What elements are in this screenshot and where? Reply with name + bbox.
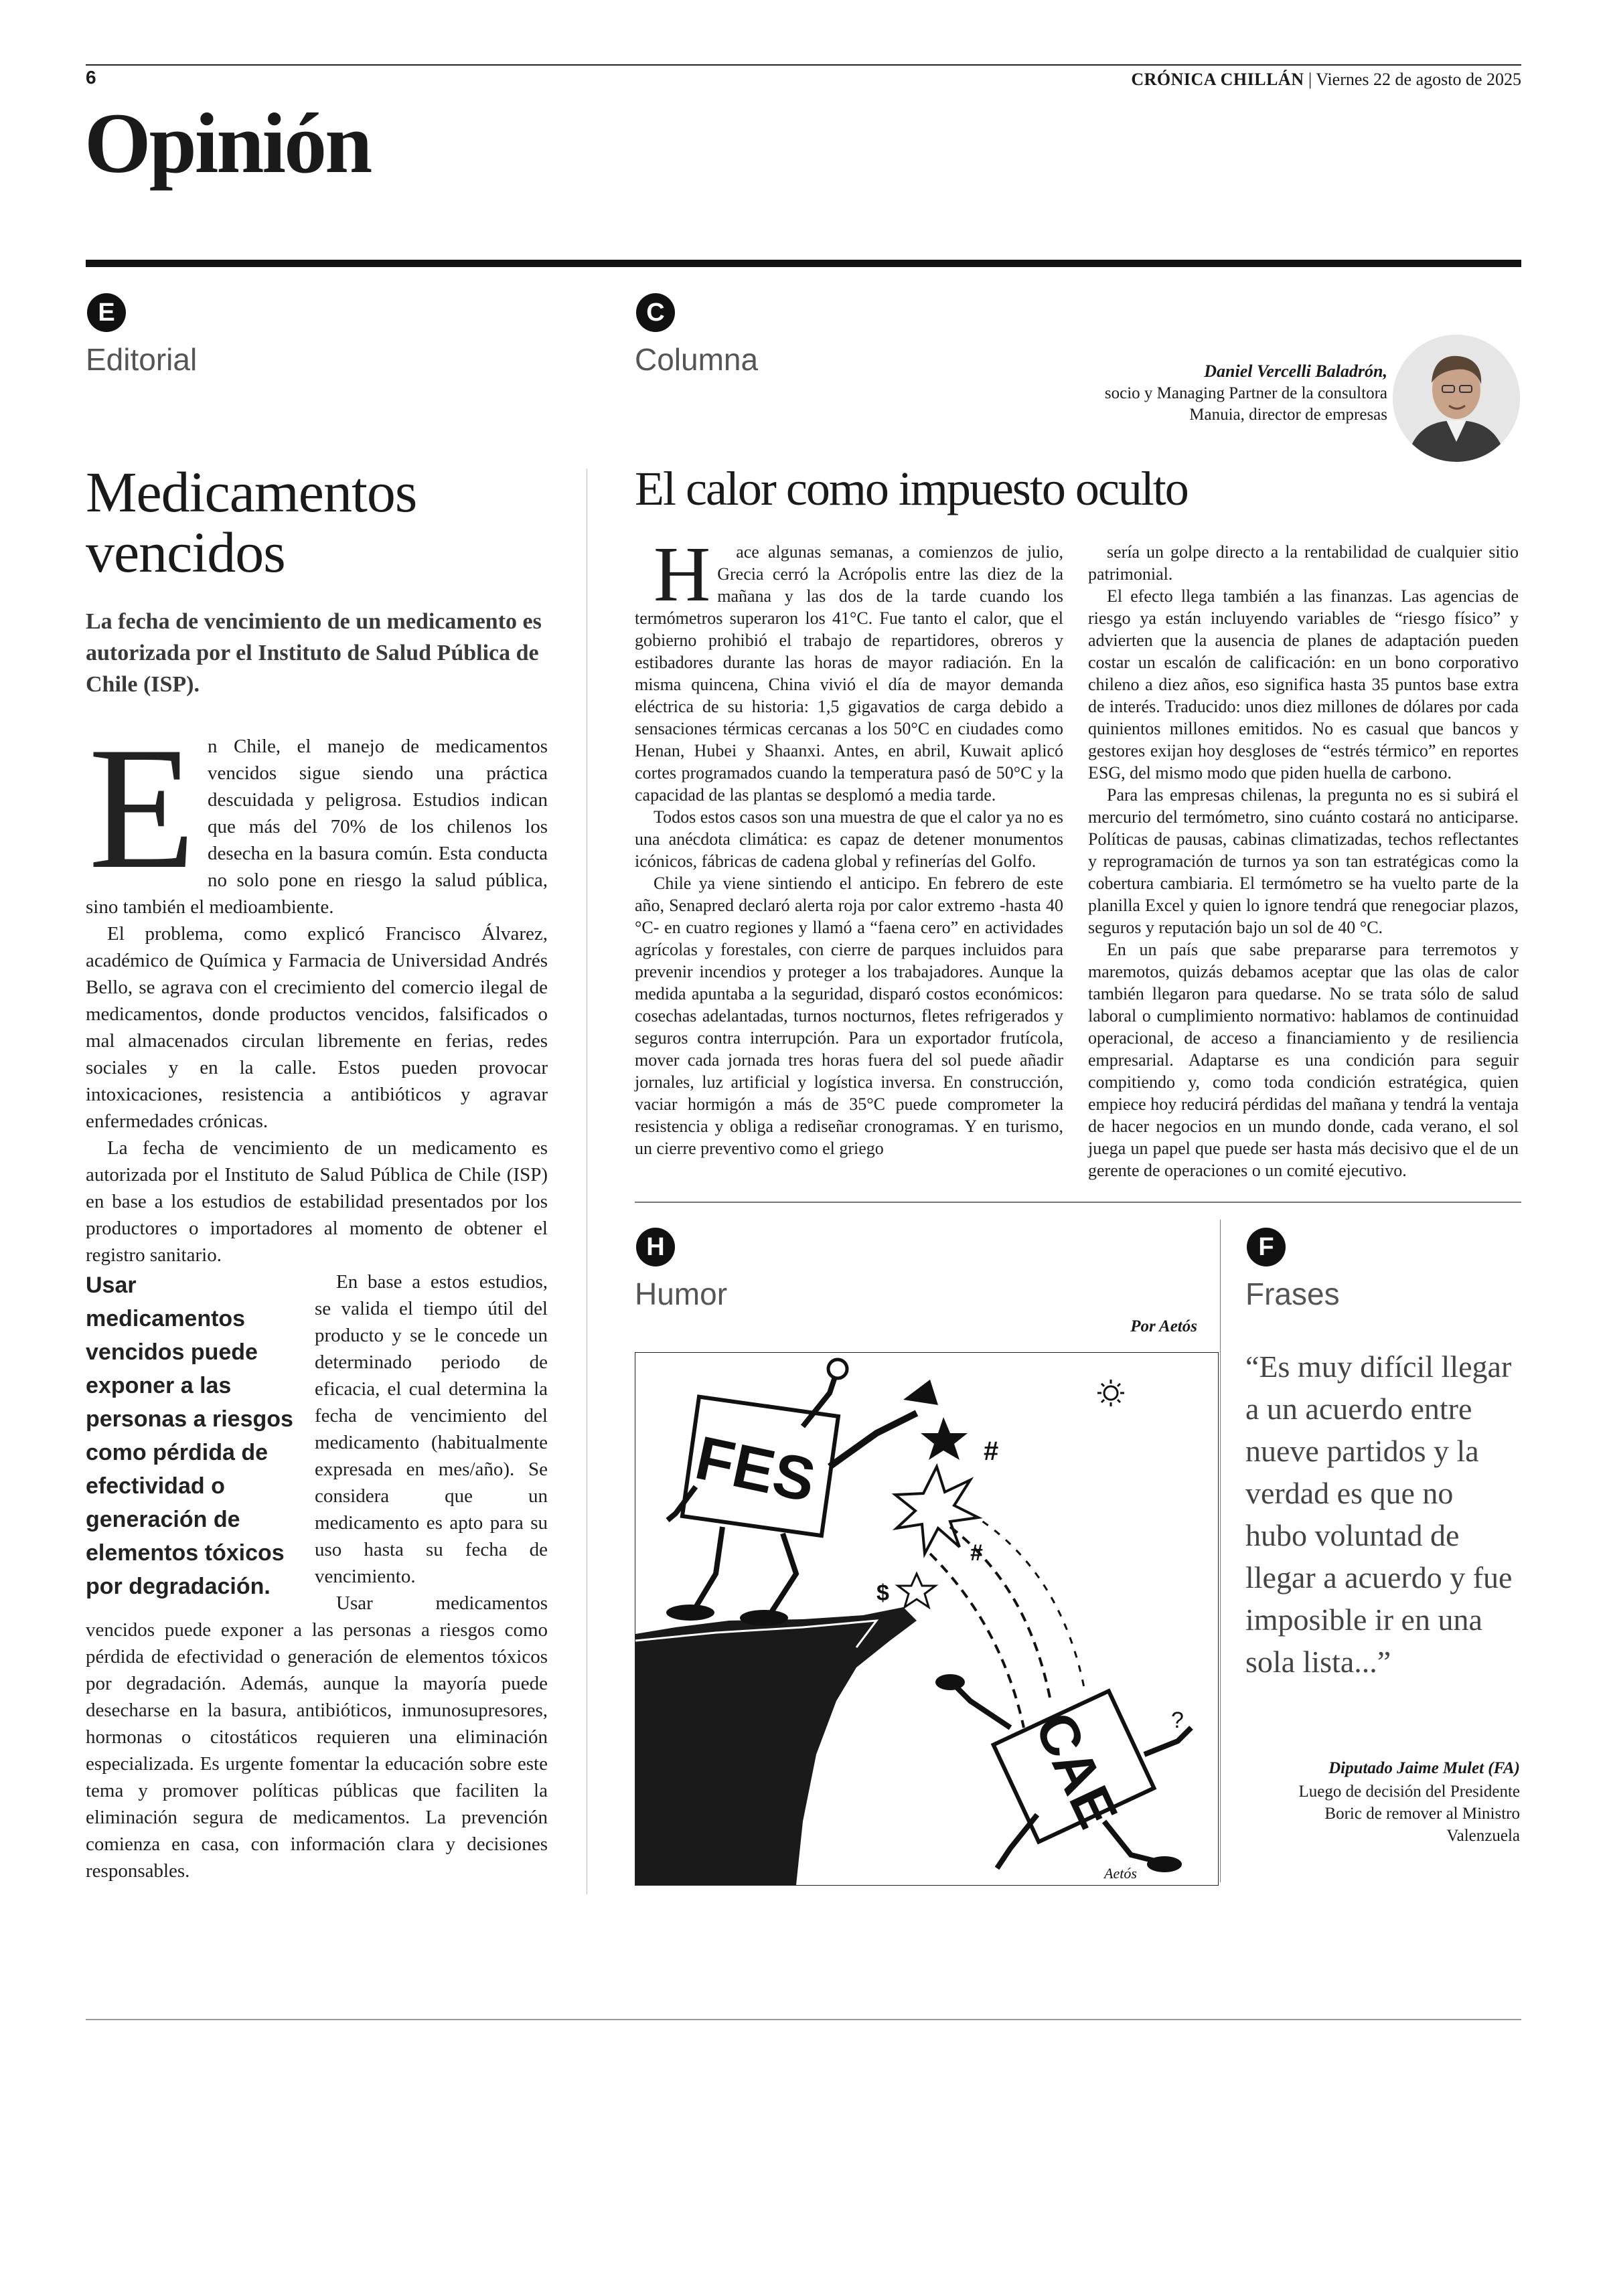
editorial-pullquote: Usar medicamentos vencidos puede exponer a las personas a riesgos como pérdida de efectividad o generación de elementos tóxicos por degradación. bbox=[86, 1273, 293, 1599]
cartoon-credit: Por Aetós bbox=[1130, 1317, 1197, 1335]
column-headline: El calor como impuesto oculto bbox=[635, 462, 1188, 515]
publication-date: Viernes 22 de agosto de 2025 bbox=[1316, 70, 1521, 89]
masthead: CRÓNICA CHILLÁN | Viernes 22 de agosto de 2025 bbox=[1131, 70, 1521, 89]
humor-label: Humor bbox=[635, 1277, 728, 1311]
humor-cartoon bbox=[635, 1352, 1219, 1886]
author-photo bbox=[1393, 335, 1520, 462]
frase-author: Diputado Jaime Mulet (FA) bbox=[1328, 1759, 1520, 1777]
lower-section-rule bbox=[635, 1202, 1521, 1203]
column-paragraph-7: En un país que sabe prepararse para terremotos y maremotos, quizás debamos aceptar que las olas de calor también llegaron para quedarse. No se trata sólo de salud laboral o cumplimiento normativo: hablamos de continuidad operacional, de acceso a financiamiento y de resiliencia empresarial. Adaptarse es una condición para seguir compitiendo y, como toda condición estratégica, quien empiece hoy reducirá pérdidas del mañana y tendrá la ventaja de hacer negocios en un mundo donde, cada verano, el sol juega un papel que puede ser hasta más decisivo que el de un gerente de operaciones o un comité ejecutivo. bbox=[1088, 940, 1519, 1180]
svg-text:#: # bbox=[970, 1540, 983, 1566]
column-p1-text: ace algunas semanas, a comienzos de julio, Grecia cerró la Acrópolis entre las diez de la mañana y las dos de la tarde cuando los termómetros superaron los 41°C. Fue tanto el calor, que el gobierno prohibió el trabajo de repartidores, obreros y estibadores durante las horas de mayor radiación. En la misma quincena, China vivió el día de mayor demanda eléctrica de su historia: 1,5 gigavatios de carga debido a sensaciones térmicas cercanas a los 50°C en ciudades como Henan, Hubei y Shaanxi. Antes, en abril, Kuwait aplicó cortes programados cuando la temperatura pasó de 50°C y la capacidad de las plantas se desplomó a media tarde. bbox=[635, 542, 1063, 805]
editorial-badge: E bbox=[87, 293, 126, 332]
page-number: 6 bbox=[86, 67, 96, 88]
editorial-paragraph-4: En base a estos estudios, se valida el tiempo útil del producto y se le concede un determinado periodo de eficacia, el cual determina la fecha de vencimiento del medicamento (habitualmente expresada en mes/año). Se considera que un medicamento es apto para su uso hasta su fecha de vencimiento. bbox=[315, 1271, 548, 1587]
column-label: Columna bbox=[635, 342, 759, 377]
cartoon-signature: Aetós bbox=[1104, 1865, 1137, 1882]
editorial-label: Editorial bbox=[86, 342, 198, 377]
column-paragraph-5: El efecto llega también a las finanzas. Las agencias de riesgo ya están incluyendo variables de “riesgo físico” y advierten que la ausencia de planes de adaptación pueden costar un escalón de calificación: en un bono corporativo chileno a diez años, eso significa hasta 35 puntos base extra de interés. Traducido: unos diez millones de dólares por cada quinientos millones emitidos. No es casual que bancos y gestores exijan hoy desgloses de “estrés térmico” en reportes ESG, del mismo modo que piden huella de carbono. bbox=[1088, 586, 1519, 783]
svg-text:$: $ bbox=[876, 1580, 889, 1606]
author-description: socio y Managing Partner de la consultora Manuia, director de empresas bbox=[1104, 384, 1387, 424]
column-body-left bbox=[635, 530, 1063, 1159]
author-name: Daniel Vercelli Baladrón, bbox=[1204, 361, 1387, 381]
column-badge: C bbox=[636, 293, 675, 332]
section-title: Opinión bbox=[84, 96, 371, 191]
svg-text:?: ? bbox=[1171, 1708, 1184, 1733]
editorial-headline: Medicamentos vencidos bbox=[86, 460, 417, 584]
editorial-p1-text: n Chile, el manejo de medicamentos vencidos sigue siendo una práctica descuidada y peligrosa. Estudios indican que más del 70% de los chilenos los desecha en la basura común. Esta conducta no solo pone en riesgo la salud pública, sino también el medioambiente. bbox=[86, 736, 548, 918]
section-rule bbox=[86, 260, 1521, 267]
column-dropcap: H bbox=[654, 530, 711, 618]
column-paragraph-4: sería un golpe directo a la rentabilidad de cualquier sitio patrimonial. bbox=[1088, 542, 1519, 584]
publication-name: CRÓNICA CHILLÁN bbox=[1131, 70, 1304, 89]
frases-badge: F bbox=[1247, 1228, 1286, 1266]
bottom-rule bbox=[86, 2019, 1521, 2020]
sign-bottom-text: CAE bbox=[1022, 1703, 1130, 1837]
column-paragraph-6: Para las empresas chilenas, la pregunta no es si subirá el mercurio del termómetro, sino cuánto costará no anticiparse. Políticas de pausas, cabinas climatizadas, techos reflectantes y reprogramación de turnos ya son tan estratégicas como la cobertura cambiaria. El termómetro se ha vuelto parte de la planilla Excel y quien lo ignore tendrá que renegociar plazos, seguros y reputación bajo un sol de 40 °C. bbox=[1088, 785, 1519, 937]
frases-label: Frases bbox=[1245, 1277, 1340, 1311]
editorial-paragraph-5: Usar medicamentos vencidos puede exponer a las personas a riesgos como pérdida de efectividad o generación de elementos tóxicos por degradación. Además, aunque la mayoría puede desecharse en la basura, antibióticos, inmunosupresores, hormonas o citostáticos requieren una eliminación especializada. Es urgente fomentar la educación sobre este tema y promover políticas públicas que faciliten la eliminación segura de medicamentos. La prevención comienza en casa, con información clara y decisiones responsables. bbox=[86, 1592, 548, 1882]
cartoon-drawing-icon bbox=[635, 1353, 1218, 1885]
frases-divider bbox=[1220, 1220, 1221, 1882]
column-body-right bbox=[1088, 541, 1519, 1181]
editorial-body bbox=[86, 711, 548, 1884]
editorial-paragraph-2: El problema, como explicó Francisco Álvarez, académico de Química y Farmacia de Universidad Andrés Bello, se agrava con el crecimiento del comercio ilegal de medicamentos, donde productos vencidos, falsificados o mal almacenados circulan libremente en ferias, redes sociales y en la calle. Estos pueden provocar intoxicaciones, resistencia a antibióticos y agravar enfermedades crónicas. bbox=[86, 923, 548, 1132]
author-portrait-icon bbox=[1393, 335, 1520, 462]
editorial-paragraph-3: La fecha de vencimiento de un medicamento es autorizada por el Instituto de Salud Pública de Chile (ISP) en base a los estudios de estabilidad presentados por los productores o importadores al momento de obtener el registro sanitario. bbox=[86, 1137, 548, 1266]
top-rule bbox=[86, 64, 1521, 66]
editorial-dropcap: E bbox=[88, 711, 196, 905]
editorial-paragraph-1 bbox=[86, 711, 548, 920]
column-paragraph-3: Chile ya viene sintiendo el anticipo. En febrero de este año, Senapred declaró alerta roja por calor extremo -hasta 40 °C- en cuatro regiones y llamó a “faena cero” en actividades agrícolas y forestales, con cierre de parques incluidos para prevenir incendios y proteger a los trabajadores. Aunque la medida apuntaba a la seguridad, disparó costos económicos: cosechas adelantadas, turnos nocturnos, fletes refrigerados y seguros contra interrupción. Para un exportador frutícola, mover cada jornada tres horas fuera del sol puede añadir jornales, luz artificial y logística inversa. En construcción, vaciar hormigón a más de 35°C puede comprometer la resistencia y obliga a rediseñar cronogramas. Y en turismo, un cierre preventivo como el griego bbox=[635, 874, 1063, 1158]
column-paragraph-1 bbox=[635, 530, 1063, 806]
svg-text:#: # bbox=[984, 1437, 999, 1466]
frase-context: Luego de decisión del Presidente Boric de remover al Ministro Valenzuela bbox=[1298, 1783, 1520, 1845]
editorial-lead: La fecha de vencimiento de un medicamento es autorizada por el Instituto de Salud Pública de Chile (ISP). bbox=[86, 609, 542, 697]
frase-quote: “Es muy difícil llegar a un acuerdo entre nueve partidos y la verdad es que no hubo voluntad de llegar a acuerdo y fue imposible ir en una sola lista...” bbox=[1245, 1349, 1513, 1679]
humor-badge: H bbox=[636, 1228, 675, 1266]
sign-top-text: FES bbox=[690, 1423, 822, 1515]
column-paragraph-2: Todos estos casos son una muestra de que el calor ya no es una anécdota climática: es capaz de detener monumentos icónicos, fábricas de cadena global y refinerías del Golfo. bbox=[635, 807, 1063, 871]
